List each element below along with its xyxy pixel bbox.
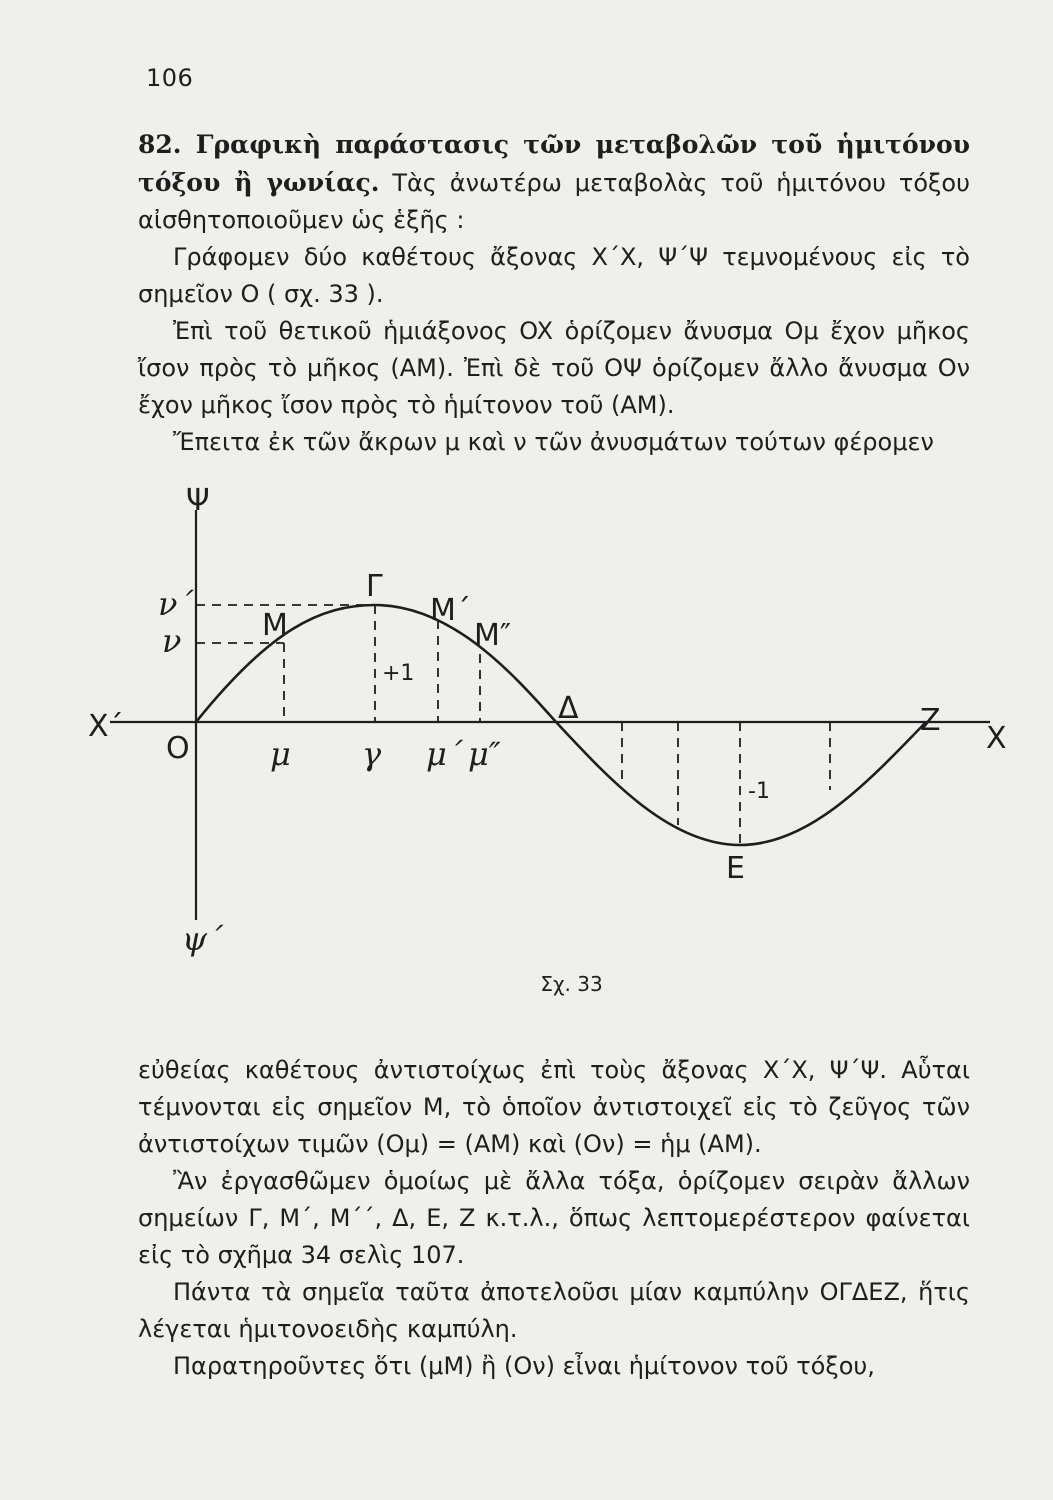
point-Gamma-label: Γ [366,569,383,604]
nu-label: ν [162,622,182,660]
psi-bottom-label: ψ΄ [182,920,224,958]
paragraph: Ἔπειτα ἐκ τῶν ἄκρων μ καὶ ν τῶν ἀνυσμάτων τούτων φέρομεν [173,428,934,456]
figure-caption: Σχ. 33 [540,972,603,996]
point-Delta-label: Δ [558,691,579,726]
point-M-label: M [262,608,288,643]
paragraph: Παρατηροῦντες ὅτι (μΜ) ἢ (Oν) εἶναι ἡμίτονον τοῦ τόξου, [173,1352,875,1380]
mu-prime-label: μ΄ [426,735,463,773]
mu-label: μ [270,735,291,773]
upper-text [138,126,970,461]
mu-double-label: μ″ [468,735,501,773]
point-E-label: E [726,851,745,886]
dashed-guides [196,605,830,845]
point-M-prime-label: M΄ [430,593,471,628]
paragraph: Πάντα τὰ σημεῖα ταῦτα ἀποτελοῦσι μίαν καμπύλην OΓΔEZ, ἥτις λέγεται ἡμιτονοειδὴς καμπύλη. [138,1278,970,1343]
nu-prime-label: ν΄ [158,585,194,623]
psi-top-label: Ψ [186,483,210,518]
sine-curve-figure [70,480,1030,960]
paragraph: Ἐπὶ τοῦ θετικοῦ ἡμιάξονος OX ὁρίζομεν ἄνυσμα Oμ ἔχον μῆκος ἴσον πρὸς τὸ μῆκος (ΑΜ). Ἐπὶ δὲ τοῦ OΨ ὁρίζομεν ἄλλο ἄνυσμα Oν ἔχον μῆκος ἴσον πρὸς τὸ ἡμίτονον τοῦ (ΑΜ). [138,317,970,419]
section-intro: Τὰς ἀνωτέρω μεταβολὰς τοῦ ἡμιτόνου τόξου αἰσθητοποιοῦμεν ὡς ἑξῆς : [138,169,970,234]
paragraph: Ἂν ἐργασθῶμεν ὁμοίως μὲ ἄλλα τόξα, ὁρίζομεν σειρὰν ἄλλων σημείων Γ, M΄, M΄΄, Δ, E, Z κ.τ.λ., ὅπως λεπτομερέστερον φαίνεται εἰς τὸ σχῆμα 34 σελὶς 107. [138,1167,970,1269]
point-Z-label: Z [920,703,941,738]
x-left-label: X΄ [88,709,124,744]
origin-label: O [166,731,190,766]
page-number: 106 [146,64,194,92]
paragraph: Γράφομεν δύο καθέτους ἄξονας X΄X, Ψ΄Ψ τεμνομένους εἰς τὸ σημεῖον O ( σχ. 33 ). [138,243,970,308]
gamma-label: γ [362,735,382,773]
plus-one-label: +1 [382,661,415,686]
point-M-double-label: M″ [474,618,512,653]
section-heading-paragraph [138,126,970,239]
lower-text [138,1052,970,1385]
minus-one-label: -1 [748,779,770,804]
x-right-label: X [986,721,1007,756]
paragraph: εὐθείας καθέτους ἀντιστοίχως ἐπὶ τοὺς ἄξονας X΄X, Ψ΄Ψ. Αὗται τέμνονται εἰς σημεῖον M, τὸ ὁποῖον ἀντιστοιχεῖ εἰς τὸ ζεῦγος τῶν ἀντιστοίχων τιμῶν (Oμ) = (ΑΜ) καὶ (Oν) = ἡμ (ΑΜ). [138,1056,970,1158]
section-title: 82. Γραφικὴ παράστασις τῶν μεταβολῶν τοῦ ἡμιτόνου τόξου ἢ γωνίας. [138,130,970,197]
